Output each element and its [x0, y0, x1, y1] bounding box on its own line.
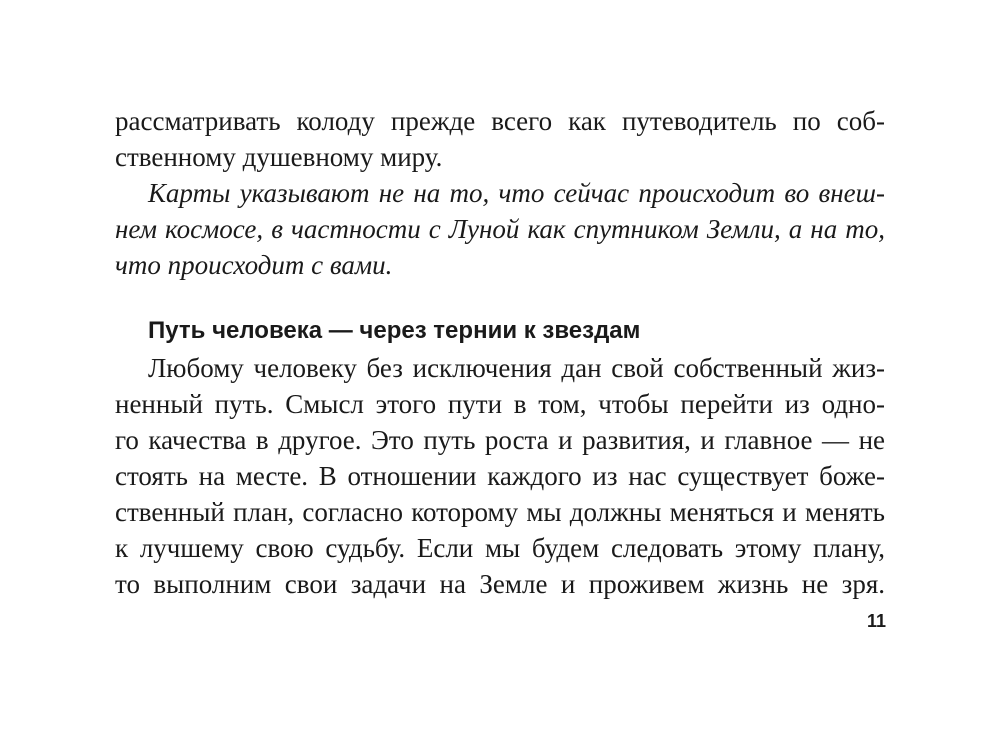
- italic-paragraph-line: что происходит с вами.: [115, 250, 393, 280]
- paragraph-line: ственный план, согласно которому мы должны меняться и менять: [115, 497, 885, 527]
- paragraph-line: Любому человеку без исключения дан свой собственный жиз-: [148, 353, 885, 383]
- paragraph-line: то выполним свои задачи на Земле и проживем жизнь не зря.: [115, 569, 885, 599]
- paragraph-line: ственному душевному миру.: [115, 142, 443, 172]
- section-heading: Путь человека — через тернии к звездам: [148, 317, 641, 344]
- italic-paragraph-line: Карты указывают не на то, что сейчас происходит во внеш-: [148, 178, 885, 208]
- paragraph-line: рассматривать колоду прежде всего как путеводитель по соб-: [115, 106, 885, 136]
- paragraph-line: го качества в другое. Это путь роста и развития, и главное — не: [115, 425, 885, 455]
- paragraph-line: ненный путь. Смысл этого пути в том, чтобы перейти из одно-: [115, 389, 885, 419]
- page-number: 11: [866, 611, 886, 631]
- italic-paragraph-line: нем космосе, в частности с Луной как спутником Земли, а на то,: [115, 214, 885, 244]
- paragraph-line: к лучшему свою судьбу. Если мы будем следовать этому плану,: [115, 533, 885, 563]
- paragraph-line: стоять на месте. В отношении каждого из нас существует боже-: [115, 461, 885, 491]
